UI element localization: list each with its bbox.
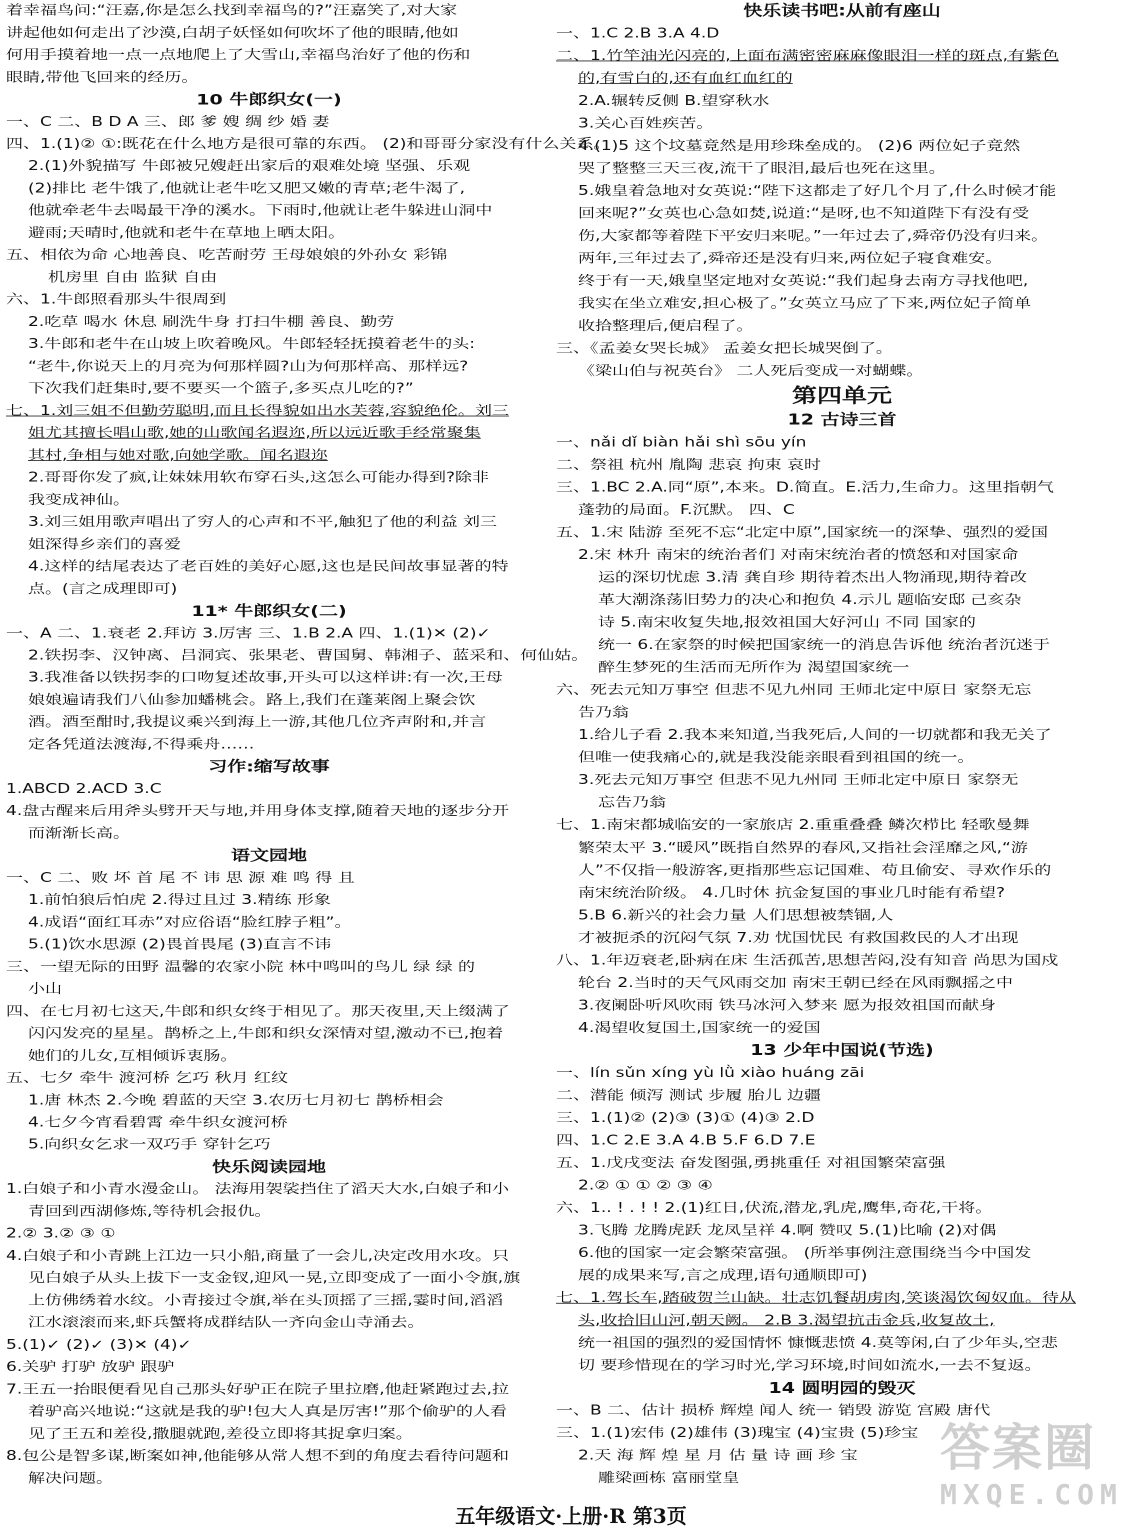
answer-line: 着驴高兴地说:“这就是我的驴!包大人真是厉害!”那个偷驴的人看 bbox=[28, 1404, 507, 1420]
answer-line: 姐尤其擅长唱山歌,她的山歌闻名遐迩,所以远近歌手经常聚集 bbox=[28, 425, 481, 441]
answer-line: 着幸福鸟问:“汪嘉,你是怎么找到幸福鸟的?”汪嘉笑了,对大家 bbox=[6, 3, 458, 19]
answer-line: 小山 bbox=[28, 981, 62, 997]
answer-line: 6.他的国家一定会繁荣富强。 (所举事例注意围绕当今中国发 bbox=[578, 1245, 1032, 1261]
answer-line: 7.王五一抬眼便看见自己那头好驴正在院子里拉磨,他赶紧跑过去,拉 bbox=[6, 1381, 510, 1398]
answer-line: 《梁山伯与祝英台》 二人死后变成一对蝴蝶。 bbox=[578, 363, 924, 379]
answer-line: 5.(1)✓ (2)✓ (3)✕ (4)✓ bbox=[6, 1337, 192, 1353]
answer-line: 4.成语“面红耳赤”对应俗语“脸红脖子粗”。 bbox=[28, 914, 352, 931]
answer-line: 三、一望无际的田野 温馨的农家小院 林中鸣叫的鸟儿 绿 绿 的 bbox=[6, 959, 476, 975]
answer-line: 她们的儿女,互相倾诉衷肠。 bbox=[28, 1048, 238, 1064]
answer-line: 收拾整理后,便启程了。 bbox=[578, 318, 754, 334]
answer-line: 一、C 二、败 坏 首 尾 不 讳 思 源 难 鸣 得 且 bbox=[6, 870, 355, 886]
watermark-logo: 答案圈 MXQE.COM bbox=[940, 1419, 1123, 1511]
section-heading: 快乐读书吧:从前有座山 bbox=[743, 2, 941, 20]
page-footer: 五年级语文·上册·R 第3页 bbox=[455, 1504, 687, 1528]
section-heading: 14 圆明园的毁灭 bbox=[768, 1379, 916, 1397]
answer-line: 见白娘子从头上拔下一支金钗,迎风一晃,立即变成了一面小令旗,旗 bbox=[28, 1270, 521, 1287]
answer-line: 4.七夕今宵看碧霄 牵牛织女渡河桥 bbox=[28, 1115, 288, 1131]
answer-line: 3.我准备以铁拐李的口吻复述故事,开头可以这样讲:有一次,王母 bbox=[28, 670, 503, 686]
answer-line: 六、1.牛郎照看那头牛很周到 bbox=[6, 292, 227, 308]
answer-line: 而渐渐长高。 bbox=[28, 825, 130, 842]
answer-line: 3.死去元知万事空 但悲不见九州同 王师北定中原日 家祭无 bbox=[578, 772, 1019, 789]
answer-line: 五、七夕 牵牛 渡河桥 乞巧 秋月 红纹 bbox=[6, 1070, 289, 1086]
answer-line: 1.唐 林杰 2.今晚 碧蓝的天空 3.农历七月初七 鹊桥相会 bbox=[28, 1092, 444, 1109]
answer-line: 2.(1)外貌描写 牛郎被兄嫂赶出家后的艰难处境 坚强、乐观 bbox=[28, 158, 471, 175]
answer-line: 1.白娘子和小青水漫金山。 法海用袈裟挡住了滔天大水,白娘子和小 bbox=[6, 1181, 510, 1198]
answer-line: 一、lín sǔn xíng yù lǜ xiào huáng zāi bbox=[556, 1065, 865, 1081]
answer-line: 统一 6.在家祭的时候把国家统一的消息告诉他 统治者沉迷于 bbox=[598, 637, 1051, 653]
answer-line: 展的成果来写,言之成理,语句通顺即可) bbox=[578, 1267, 868, 1284]
answer-line: 南宋统治阶级。 4.几时休 抗金复国的事业几时能有希望? bbox=[578, 885, 1006, 901]
answer-line: 忘告乃翁 bbox=[598, 795, 666, 811]
answer-line: 三、1.(1)宏伟 (2)雄伟 (3)瑰宝 (4)宝贵 (5)珍宝 bbox=[556, 1425, 919, 1442]
answer-line: 我实在坐立难安,担心极了。”女英立马应了下来,两位妃子简单 bbox=[578, 295, 1032, 312]
answer-line: 4.渴望收复国土,国家统一的爱国 bbox=[578, 1020, 821, 1036]
answer-line: 2.② ① ① ② ③ ④ bbox=[578, 1177, 713, 1194]
answer-line: 三、1.(1)② (2)③ (3)① (4)③ 2.D bbox=[556, 1110, 815, 1126]
answer-line: 头,收拾旧山河,朝天阙。 2.B 3.渴望抗击金兵,收复故土, bbox=[578, 1312, 995, 1329]
answer-line: 终于有一天,娥皇坚定地对女英说:“我们起身去南方寻找他吧, bbox=[578, 273, 1029, 289]
answer-line: 其村,争相与她对歌,向她学歌。闻名遐迩 bbox=[28, 447, 328, 464]
answer-line: 讲起他如何走出了沙漠,白胡子妖怪如何吹坏了他的眼睛,他如 bbox=[6, 25, 459, 41]
answer-line: 切 要珍惜现在的学习时光,学习环境,时间如流水,一去不复返。 bbox=[578, 1358, 1042, 1374]
answer-line: 8.包公是智多谋,断案如神,他能够从常人想不到的角度去看待问题和 bbox=[6, 1448, 510, 1464]
answer-line: 何用手摸着地一点一点地爬上了大雪山,幸福鸟治好了他的伤和 bbox=[6, 47, 471, 63]
answer-line: 避雨;天晴时,他就和老牛在草地上晒太阳。 bbox=[28, 225, 346, 241]
answer-line: 点。(言之成理即可) bbox=[28, 581, 178, 597]
answer-line: 4.(1)5 这个坟墓竟然是用珍珠垒成的。 (2)6 两位妃子竟然 bbox=[578, 138, 1021, 154]
section-heading: 13 少年中国说(节选) bbox=[750, 1041, 934, 1060]
answer-line: 1.ABCD 2.ACD 3.C bbox=[6, 781, 162, 797]
answer-line: 2.A.辗转反侧 B.望穿秋水 bbox=[578, 93, 770, 109]
answer-line: 2.天 海 辉 煌 星 月 估 量 诗 画 珍 宝 bbox=[578, 1448, 858, 1464]
answer-line: 醉生梦死的生活而无所作为 渴望国家统一 bbox=[598, 659, 910, 676]
answer-line: 两年,三年过去了,舜帝还是没有归来,两位妃子寝食难安。 bbox=[578, 250, 1003, 267]
answer-line: 六、死去元知万事空 但悲不见九州同 王师北定中原日 家祭无忘 bbox=[556, 682, 1032, 699]
answer-line: 七、1.南宋都城临安的一家旅店 2.重重叠叠 鳞次栉比 轻歌曼舞 bbox=[556, 817, 1030, 834]
answer-line: 四、1.(1)② ①:既花在什么地方是很可靠的东西。 (2)和哥哥分家没有什么关系。 bbox=[6, 136, 611, 152]
answer-line: 一、A 二、1.衰老 2.拜访 3.厉害 三、1.B 2.A 四、1.(1)✕ (2)✓ bbox=[6, 625, 491, 642]
answer-line: 运的深切忧虑 3.清 龚自珍 期待着杰出人物涌现,期待着改 bbox=[598, 569, 1027, 586]
answer-line: 雕梁画栋 富丽堂皇 bbox=[598, 1470, 740, 1487]
answer-line: 4.白娘子和小青跳上江边一只小船,商量了一会儿,决定改用水攻。只 bbox=[6, 1248, 510, 1264]
answer-line: 革大潮涤荡旧势力的决心和抱负 4.示儿 题临安邸 己亥杂 bbox=[598, 592, 1022, 608]
answer-line: 他就牵老牛去喝最干净的溪水。下雨时,他就让老牛躲进山洞中 bbox=[28, 203, 493, 219]
answer-line: 1.前怕狼后怕虎 2.得过且过 3.精练 形象 bbox=[28, 892, 331, 908]
answer-line: (2)排比 老牛饿了,他就让老牛吃又肥又嫩的青草;老牛渴了, bbox=[28, 180, 466, 197]
answer-line: 五、相依为命 心地善良、吃苦耐劳 王母娘娘的外孙女 彩锦 bbox=[6, 247, 448, 264]
answer-line: 八、1.年迈衰老,卧病在床 生活孤苦,思想苦闷,没有知音 尚思为国戍 bbox=[556, 952, 1059, 969]
section-heading: 12 古诗三首 bbox=[787, 411, 897, 429]
answer-line: 1.给儿子看 2.我本来知道,当我死后,人间的一切就都和我无关了 bbox=[578, 727, 1052, 744]
section-heading: 11* 牛郎织女(二) bbox=[191, 602, 347, 620]
answer-line: 的,有雪白的,还有血红血红的 bbox=[578, 70, 793, 87]
answer-line: 下次我们赶集时,要不要买一个篮子,多买点儿吃的?” bbox=[28, 381, 414, 397]
answer-line: 2.吃草 喝水 休息 刷洗牛身 打扫牛棚 善良、勤劳 bbox=[28, 314, 395, 330]
answer-line: 2.宋 林升 南宋的统治者们 对南宋统治者的愤怒和对国家命 bbox=[578, 547, 1019, 563]
answer-line: 酒。酒至酣时,我提议乘兴到海上一游,其他几位齐声附和,并言 bbox=[28, 714, 487, 731]
answer-line: 青回到西湖修炼,等待机会报仇。 bbox=[28, 1203, 272, 1220]
answer-line: 2.铁拐李、汉钟离、吕洞宾、张果老、曹国舅、韩湘子、蓝采和、何仙姑。 bbox=[28, 647, 589, 664]
section-heading: 语文园地 bbox=[230, 847, 307, 865]
answer-line: 5.向织女乞求一双巧手 穿针乞巧 bbox=[28, 1137, 271, 1153]
answer-line: 3.牛郎和老牛在山坡上吹着晚风。牛郎轻轻抚摸着老牛的头: bbox=[28, 336, 475, 352]
answer-line: 人”不仅指一般游客,更指那些忘记国难、苟且偷安、寻欢作乐的 bbox=[578, 862, 1052, 879]
answer-line: 解决问题。 bbox=[28, 1470, 113, 1487]
section-heading: 习作:缩写故事 bbox=[208, 758, 330, 776]
answer-line: 2.② 3.② ③ ① bbox=[6, 1226, 116, 1242]
answer-line: 一、B 二、估计 损桥 辉煌 闻人 统一 销毁 游览 宫殿 唐代 bbox=[556, 1403, 991, 1419]
answer-line: 5.(1)饮水思源 (2)畏首畏尾 (3)直言不讳 bbox=[28, 937, 332, 953]
answer-line: 2.哥哥你发了疯,让妹妹用软布穿石头,这怎么可能办得到?除非 bbox=[28, 470, 490, 486]
answer-line: “老牛,你说天上的月亮为何那样圆?山为何那样高、那样远? bbox=[28, 358, 469, 375]
section-heading: 快乐阅读园地 bbox=[211, 1158, 326, 1176]
answer-line: 二、祭祖 杭州 胤陶 悲哀 拘束 哀时 bbox=[556, 457, 822, 473]
answer-line: 统一祖国的强烈的爱国情怀 慷慨悲愤 4.莫等闲,白了少年头,空悲 bbox=[578, 1335, 1058, 1352]
answer-line: 蓬勃的局面。F.沉默。 四、C bbox=[578, 502, 795, 518]
answer-line: 回来呢?”女英也心急如焚,说道:“是呀,也不知道陛下有没有受 bbox=[578, 205, 1030, 222]
answer-line: 闪闪发亮的星星。鹊桥之上,牛郎和织女深情对望,激动不已,抱着 bbox=[28, 1026, 504, 1042]
answer-line: 四、在七月初七这天,牛郎和织女终于相见了。那天夜里,天上缀满了 bbox=[6, 1003, 510, 1020]
answer-line: 机房里 自由 监狱 自由 bbox=[48, 269, 218, 286]
answer-line: 江水滚滚而来,虾兵蟹将成群结队一齐向金山寺涌去。 bbox=[28, 1315, 425, 1331]
answer-line: 三、《孟姜女哭长城》 孟姜女把长城哭倒了。 bbox=[556, 340, 893, 357]
answer-line: 七、1.刘三姐不但勤劳聪明,而且长得貌如出水芙蓉,容貌绝伦。刘三 bbox=[6, 403, 510, 419]
answer-line: 才被扼杀的沉闷气氛 7.劝 忧国忧民 有救国救民的人才出现 bbox=[578, 930, 1019, 946]
answer-line: 4.盘古醒来后用斧头劈开天与地,并用身体支撑,随着天地的逐步分开 bbox=[6, 803, 510, 820]
answer-line: 5.娥皇着急地对女英说:“陛下这都走了好几个月了,什么时候才能 bbox=[578, 183, 1057, 199]
answer-line: 5.B 6.新兴的社会力量 人们思想被禁锢,人 bbox=[578, 907, 894, 924]
answer-line: 七、1.驾长车,踏破贺兰山缺。壮志饥餐胡虏肉,笑谈渴饮匈奴血。待从 bbox=[556, 1290, 1077, 1306]
right-column bbox=[556, 0, 1128, 1490]
answer-line: 五、1.戊戌变法 奋发图强,勇挑重任 对祖国繁荣富强 bbox=[556, 1155, 946, 1171]
answer-line: 一、nǎi dǐ biàn hǎi shì sōu yín bbox=[556, 434, 807, 451]
answer-line: 五、1.宋 陆游 至死不忘“北定中原”,国家统一的深挚、强烈的爱国 bbox=[556, 524, 1049, 541]
answer-line: 轮台 2.当时的天气风雨交加 南宋王朝已经在风雨飘摇之中 bbox=[578, 975, 1014, 991]
answer-line: 我变成神仙。 bbox=[28, 492, 130, 508]
answer-line: 二、潜能 倾泻 测试 步履 胎儿 边疆 bbox=[556, 1087, 822, 1104]
answer-line: 6.关驴 打驴 放驴 跟驴 bbox=[6, 1359, 175, 1375]
answer-line: 哭了整整三天三夜,流干了眼泪,最后也死在这里。 bbox=[578, 160, 946, 177]
section-heading: 10 牛郎织女(一) bbox=[196, 91, 342, 109]
answer-line: 见了王五和差役,撒腿就跑,差役立即将其捉拿归案。 bbox=[28, 1426, 413, 1442]
answer-line: 定各凭道法渡海,不得乘舟…… bbox=[28, 736, 255, 753]
answer-line: 二、1.竹竿油光闪亮的,上面布满密密麻麻像眼泪一样的斑点,有紫色 bbox=[556, 48, 1060, 64]
answer-line: 上仿佛绣着水纹。小青接过令旗,举在头顶摇了三摇,霎时间,滔滔 bbox=[28, 1292, 504, 1309]
answer-line: 姐深得乡亲们的喜爱 bbox=[28, 536, 181, 553]
answer-line: 繁荣太平 3.“暖风”既指自然界的春风,又指社会淫靡之风,“游 bbox=[578, 840, 1028, 856]
answer-line: 3.刘三姐用歌声唱出了穷人的心声和不平,触犯了他的利益 刘三 bbox=[28, 514, 498, 530]
answer-line: 眼睛,带他飞回来的经历。 bbox=[6, 69, 199, 86]
answer-line: 告乃翁 bbox=[578, 705, 629, 721]
answer-line: 3.关心百姓疾苦。 bbox=[578, 115, 714, 132]
answer-line: 一、C 二、B D A 三、郎 爹 嫂 绸 纱 婚 妻 bbox=[6, 114, 330, 130]
answer-line: 4.这样的结尾表达了老百姓的美好心愿,这也是民间故事显著的特 bbox=[28, 559, 509, 575]
answer-line: 3.飞腾 龙腾虎跃 龙凤呈祥 4.啊 赞叹 5.(1)比喻 (2)对偶 bbox=[578, 1222, 997, 1239]
answer-line: 六、1.. ! . ! ! 2.(1)红日,伏流,潜龙,乳虎,鹰隼,奇花,干将。 bbox=[556, 1200, 993, 1216]
answer-line: 3.夜阑卧听风吹雨 铁马冰河入梦来 愿为报效祖国而献身 bbox=[578, 997, 997, 1014]
answer-line: 诗 5.南宋收复失地,报效祖国大好河山 不同 国家的 bbox=[598, 614, 976, 631]
answer-line: 伤,大家都等着陛下平安归来呢。”一年过去了,舜帝仍没有归来。 bbox=[578, 228, 1049, 244]
answer-line: 一、1.C 2.B 3.A 4.D bbox=[556, 25, 720, 42]
section-heading: 第四单元 bbox=[791, 384, 892, 407]
answer-line: 三、1.BC 2.A.同“原”,本来。D.简直。E.活力,生命力。这里指朝气 bbox=[556, 479, 1054, 496]
answer-line: 娘娘遍请我们八仙参加蟠桃会。路上,我们在蓬莱阁上聚会饮 bbox=[28, 692, 476, 708]
answer-line: 四、1.C 2.E 3.A 4.B 5.F 6.D 7.E bbox=[556, 1132, 816, 1149]
answer-line: 但唯一使我痛心的,就是我没能亲眼看到祖国的统一。 bbox=[578, 750, 975, 766]
